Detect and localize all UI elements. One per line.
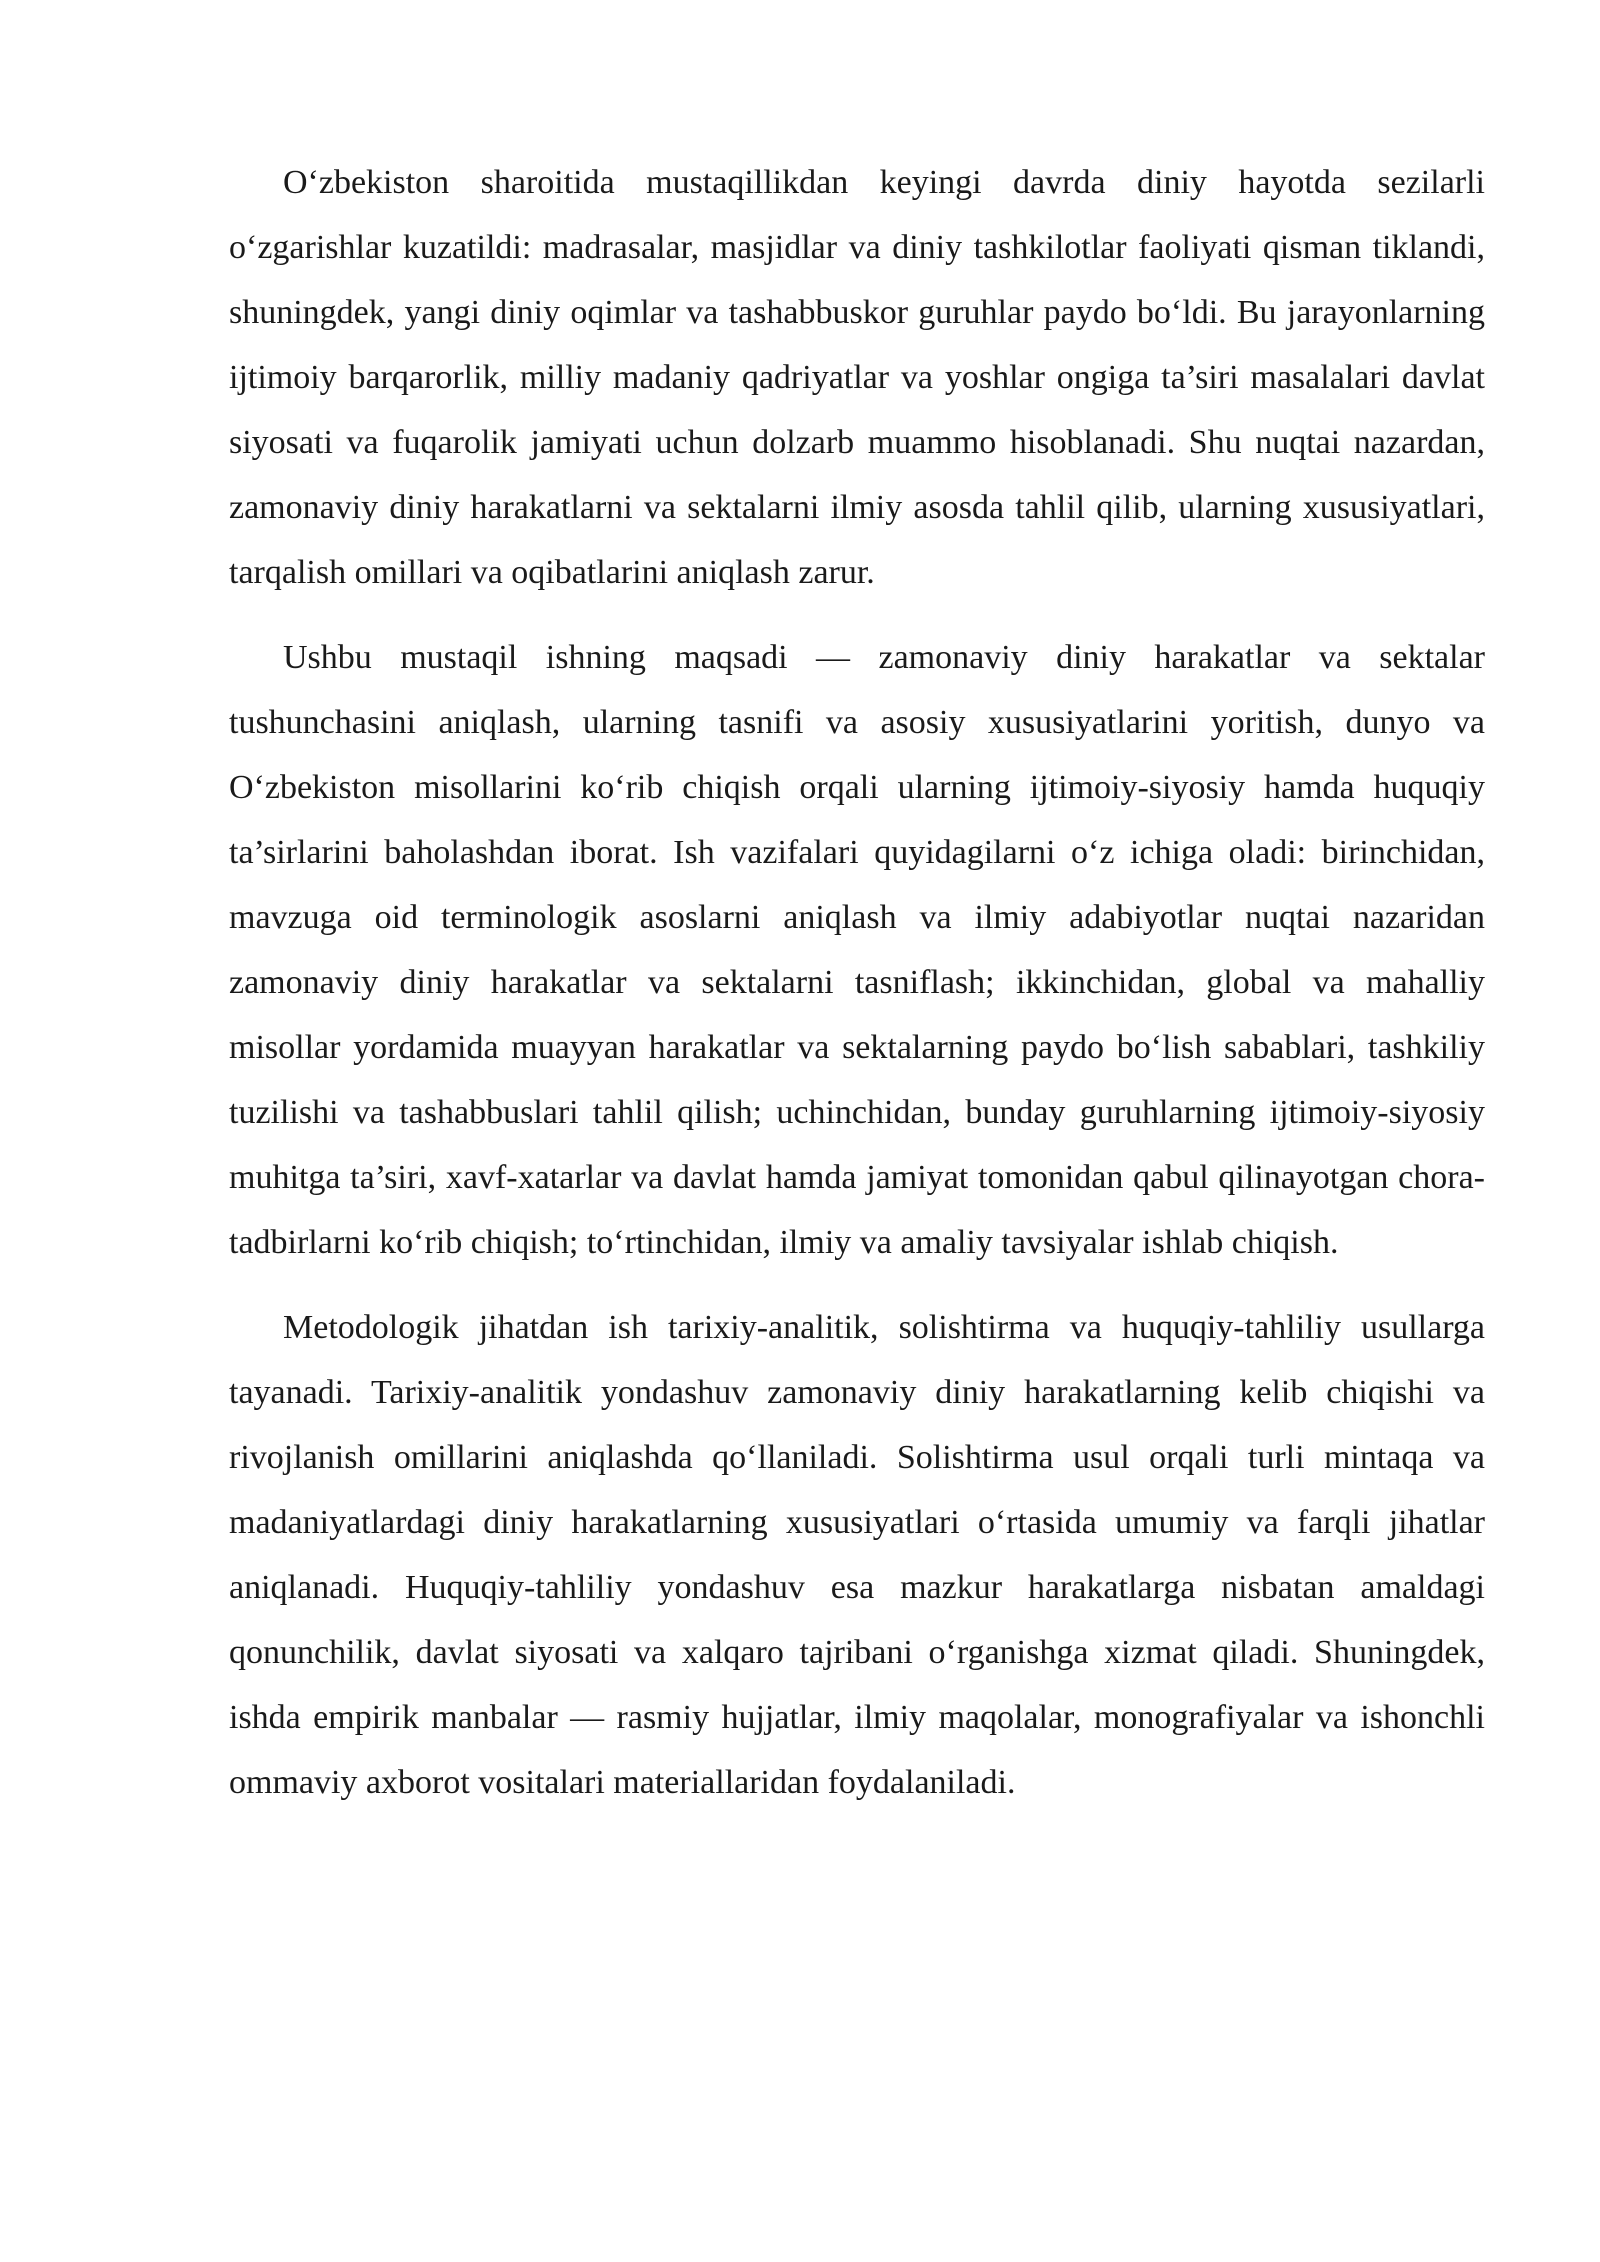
paragraph-1: O‘zbekiston sharoitida mustaqillikdan keyingi davrda diniy hayotda sezilarli o‘zgarishlar kuzatildi: madrasalar, masjidlar va diniy tashkilotlar faoliyati qisman tiklandi, shuningdek, yangi diniy oqimlar va tashabbuskor guruhlar paydo bo‘ldi. Bu jarayonlarning ijtimoiy barqarorlik, milliy madaniy qadriyatlar va yoshlar ongiga ta’siri masalalari davlat siyosati va fuqarolik jamiyati uchun dolzarb muammo hisoblanadi. Shu nuqtai nazardan, zamonaviy diniy harakatlarni va sektalarni ilmiy asosda tahlil qilib, ularning xususiyatlari, tarqalish omillari va oqibatlarini aniqlash zarur. [229,164,1485,591]
paragraph-2: Ushbu mustaqil ishning maqsadi — zamonaviy diniy harakatlar va sektalar tushunchasini aniqlash, ularning tasnifi va asosiy xususiyatlarini yoritish, dunyo va O‘zbekiston misollarini ko‘rib chiqish orqali ularning ijtimoiy-siyosiy hamda huquqiy ta’sirlarini baholashdan iborat. Ish vazifalari quyidagilarni o‘z ichiga oladi: birinchidan, mavzuga oid terminologik asoslarni aniqlash va ilmiy adabiyotlar nuqtai nazaridan zamonaviy diniy harakatlar va sektalarni tasniflash; ikkinchidan, global va mahalliy misollar yordamida muayyan harakatlar va sektalarning paydo bo‘lish sabablari, tashkiliy tuzilishi va tashabbuslari tahlil qilish; uchinchidan, bunday guruhlarning ijtimoiy-siyosiy muhitga ta’siri, xavf-xatarlar va davlat hamda jamiyat tomonidan qabul qilinayotgan chora-tadbirlarni ko‘rib chiqish; to‘rtinchidan, ilmiy va amaliy tavsiyalar ishlab chiqish. [229,639,1485,1261]
document-body [229,150,1485,1835]
paragraph-3: Metodologik jihatdan ish tarixiy-analitik, solishtirma va huquqiy-tahliliy usullarga tayanadi. Tarixiy-analitik yondashuv zamonaviy diniy harakatlarning kelib chiqishi va rivojlanish omillarini aniqlashda qo‘llaniladi. Solishtirma usul orqali turli mintaqa va madaniyatlardagi diniy harakatlarning xususiyatlari o‘rtasida umumiy va farqli jihatlar aniqlanadi. Huquqiy-tahliliy yondashuv esa mazkur harakatlarga nisbatan amaldagi qonunchilik, davlat siyosati va xalqaro tajribani o‘rganishga xizmat qiladi. Shuningdek, ishda empirik manbalar — rasmiy hujjatlar, ilmiy maqolalar, monografiyalar va ishonchli ommaviy axborot vositalari materiallaridan foydalaniladi. [229,1309,1485,1801]
